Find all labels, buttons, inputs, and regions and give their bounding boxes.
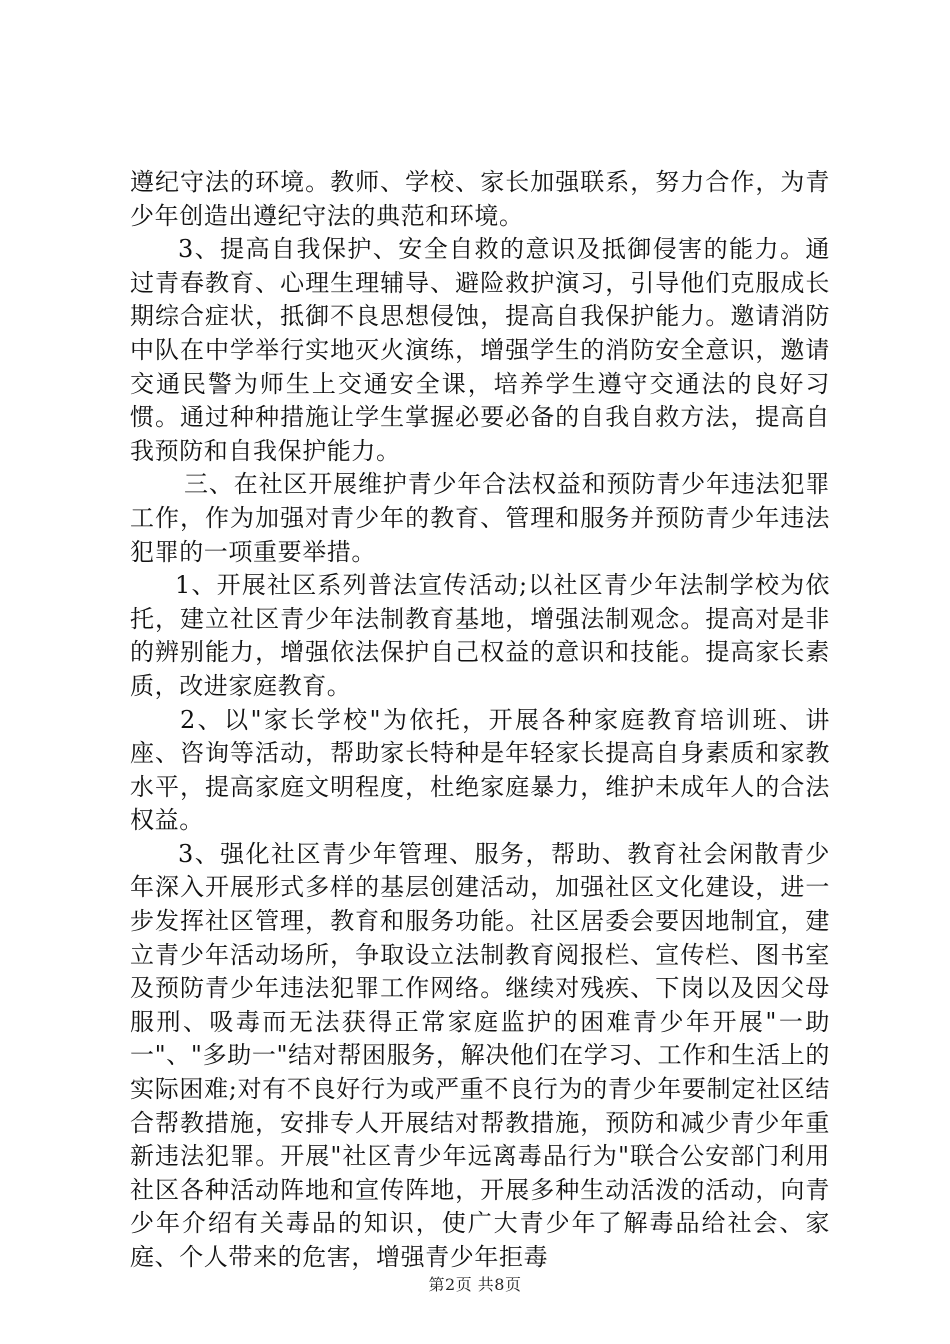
paragraph-self-protection: 3、提高自我保护、安全自救的意识及抵御侵害的能力。通过青春教育、心理生理辅导、避险救护演习，引导他们克服成长期综合症状，抵御不良思想侵蚀，提高自我保护能力。邀请消防中队在中学举行实地灭火演练，增强学生的消防安全意识，邀请交通民警为师生上交通安全课，培养学生遵守交通法的良好习惯。通过种种措施让学生掌握必要必备的自我自救方法，提高自我预防和自我保护能力。 <box>130 235 830 465</box>
paragraph-section-three: 三、在社区开展维护青少年合法权益和预防青少年违法犯罪工作，作为加强对青少年的教育、管理和服务并预防青少年违法犯罪的一项重要举措。 <box>130 470 830 566</box>
page-footer: 第2页 共8页 <box>428 1275 522 1294</box>
paragraph-legal-publicity: 1、开展社区系列普法宣传活动;以社区青少年法制学校为依托，建立社区青少年法制教育基地，增强法制观念。提高对是非的辨别能力，增强依法保护自己权益的意识和技能。提高家长素质，改进家庭教育。 <box>130 571 830 700</box>
paragraph-parent-school: 2、以"家长学校"为依托，开展各种家庭教育培训班、讲座、咨询等活动，帮助家长特种是年轻家长提高自身素质和家教水平，提高家庭文明程度，杜绝家庭暴力，维护未成年人的合法权益。 <box>130 705 830 835</box>
paragraph-community-management: 3、强化社区青少年管理、服务，帮助、教育社会闲散青少年深入开展形式多样的基层创建活动，加强社区文化建设，进一步发挥社区管理，教育和服务功能。社区居委会要因地制宜，建立青少年活动场所，争取设立法制教育阅报栏、宣传栏、图书室及预防青少年违法犯罪工作网络。继续对残疾、下岗以及因父母服刑、吸毒而无法获得正常家庭监护的困难青少年开展"一助一"、"多助一"结对帮困服务，解决他们在学习、工作和生活上的实际困难;对有不良好行为或严重不良行为的青少年要制定社区结合帮教措施，安排专人开展结对帮教措施，预防和减少青少年重新违法犯罪。开展"社区青少年远离毒品行为"联合公安部门利用社区各种活动阵地和宣传阵地，开展多种生动活泼的活动，向青少年介绍有关毒品的知识，使广大青少年了解毒品给社会、家庭、个人带来的危害，增强青少年拒毒 <box>130 839 830 1271</box>
document-body <box>130 166 830 1275</box>
paragraph-continuation: 遵纪守法的环境。教师、学校、家长加强联系，努力合作，为青少年创造出遵纪守法的典范和环境。 <box>130 168 830 230</box>
